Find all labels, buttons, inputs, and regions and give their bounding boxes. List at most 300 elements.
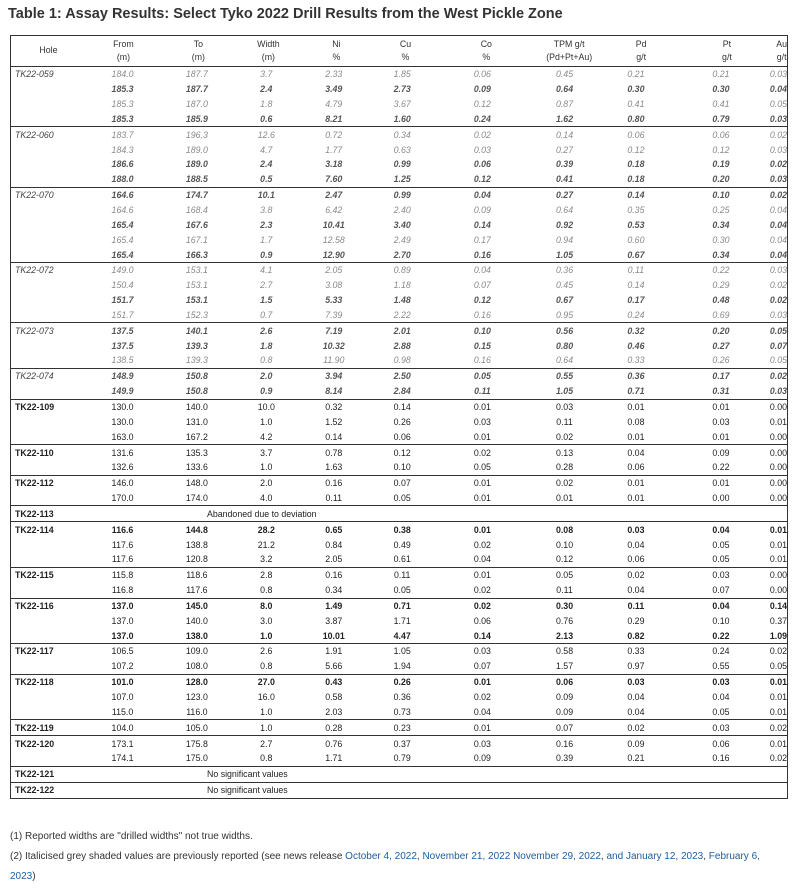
value-cell: 0.03: [769, 113, 787, 124]
value-cell: 4.2: [260, 431, 273, 442]
value-cell: 186.6: [111, 159, 134, 170]
value-cell: 0.12: [712, 144, 730, 155]
value-cell: 137.0: [111, 630, 134, 641]
column-header: [776, 38, 787, 64]
value-cell: 0.87: [555, 99, 574, 110]
value-cell: 117.6: [111, 539, 134, 550]
value-cell: 0.01: [473, 478, 491, 489]
value-cell: 0.02: [769, 646, 787, 657]
value-cell: 0.37: [393, 738, 411, 749]
value-cell: 0.09: [473, 205, 491, 216]
table-row: [11, 704, 787, 719]
value-cell: 0.04: [769, 84, 787, 95]
column-header-line2: (Pd+Pt+Au): [546, 52, 593, 62]
value-cell: 0.02: [473, 585, 491, 596]
value-cell: 0.01: [769, 539, 787, 550]
assay-results-table: [10, 35, 788, 799]
value-cell: 0.00: [769, 478, 787, 489]
value-cell: 0.14: [555, 129, 574, 140]
value-cell: 2.0: [260, 371, 273, 382]
value-cell: 0.01: [769, 524, 787, 535]
value-cell: 0.18: [627, 159, 645, 170]
value-cell: 1.62: [555, 113, 574, 124]
value-cell: 0.43: [325, 677, 343, 688]
column-header-line1: Ni: [332, 39, 341, 49]
table-row: [11, 429, 787, 444]
value-cell: 118.6: [186, 570, 208, 581]
value-cell: 0.26: [393, 416, 411, 427]
news-release-link-nov-29-2022[interactable]: November 29, 2022: [513, 851, 601, 862]
value-cell: 0.08: [555, 524, 574, 535]
value-cell: 0.12: [555, 554, 574, 565]
value-cell: 0.01: [473, 570, 491, 581]
value-cell: 148.0: [185, 478, 208, 489]
value-cell: 106.5: [111, 646, 134, 657]
table-row: [11, 322, 787, 338]
value-cell: 0.06: [473, 69, 491, 80]
value-cell: 3.18: [325, 159, 343, 170]
value-cell: 4.79: [325, 99, 343, 110]
news-release-link-jan-12-2023[interactable]: January 12, 2023: [625, 851, 704, 862]
value-cell: 8.14: [325, 386, 343, 397]
value-cell: 0.26: [712, 355, 730, 366]
value-cell: 163.0: [111, 431, 134, 442]
value-cell: 2.70: [393, 249, 411, 260]
value-cell: 187.7: [185, 69, 208, 80]
value-cell: 0.05: [769, 325, 787, 336]
value-cell: 150.8: [185, 386, 208, 397]
value-cell: 0.09: [473, 84, 491, 95]
value-cell: 2.05: [325, 554, 343, 565]
value-cell: 0.07: [473, 661, 491, 672]
value-cell: 164.6: [111, 205, 134, 216]
and-link[interactable]: and: [606, 851, 624, 862]
value-cell: 170.0: [111, 493, 134, 504]
value-cell: 0.21: [627, 753, 645, 764]
value-cell: 164.6: [111, 190, 134, 201]
value-cell: 2.84: [393, 386, 411, 397]
value-cell: 0.65: [325, 524, 343, 535]
value-cell: 0.99: [393, 159, 411, 170]
column-header-line2: (m): [261, 52, 275, 62]
value-cell: 0.41: [712, 99, 730, 110]
value-cell: 0.05: [393, 493, 411, 504]
value-cell: 0.97: [627, 661, 645, 672]
value-cell: 150.4: [111, 280, 134, 291]
value-cell: 7.39: [325, 309, 343, 320]
value-cell: 1.25: [393, 174, 411, 185]
table-row: [11, 613, 787, 628]
value-cell: 2.88: [393, 340, 411, 351]
value-cell: 12.6: [257, 129, 275, 140]
value-cell: 0.8: [260, 355, 273, 366]
news-release-link-feb-6-2023[interactable]: February 6, 2023: [10, 851, 760, 882]
hole-id-cell: TK22-121: [15, 769, 55, 780]
value-cell: 0.45: [555, 280, 574, 291]
value-cell: 130.0: [111, 401, 134, 412]
value-cell: 0.09: [473, 753, 491, 764]
value-cell: 0.15: [473, 340, 491, 351]
value-cell: 0.05: [473, 371, 491, 382]
value-cell: 184.3: [111, 144, 134, 155]
value-cell: 1.5: [260, 295, 273, 306]
value-cell: 0.63: [393, 144, 411, 155]
value-cell: 105.0: [185, 722, 208, 733]
value-cell: 0.01: [627, 478, 645, 489]
value-cell: 185.3: [111, 84, 134, 95]
value-cell: 8.0: [260, 600, 273, 611]
table-row: [11, 157, 787, 172]
value-cell: 0.10: [393, 462, 411, 473]
table-row: [11, 766, 787, 782]
value-cell: 135.3: [185, 447, 208, 458]
value-cell: 0.06: [473, 615, 491, 626]
value-cell: 0.02: [473, 129, 491, 140]
column-header-line2: %: [482, 52, 491, 62]
value-cell: 0.16: [473, 309, 491, 320]
value-cell: 0.71: [627, 386, 645, 397]
value-cell: 1.49: [325, 600, 343, 611]
value-cell: 0.36: [555, 265, 574, 276]
value-cell: 0.02: [627, 722, 645, 733]
value-cell: 0.07: [769, 340, 787, 351]
value-cell: 0.28: [325, 722, 343, 733]
value-cell: 0.02: [473, 447, 491, 458]
table-title: Table 1: Assay Results: Select Tyko 2022 Drill Results from the West Pickle Zone: [8, 6, 563, 22]
value-cell: 0.11: [627, 265, 645, 276]
value-cell: 0.06: [627, 129, 645, 140]
value-cell: 139.3: [185, 340, 208, 351]
hole-id-cell: TK22-059: [15, 69, 54, 80]
value-cell: 16.0: [257, 692, 275, 703]
value-cell: 109.0: [185, 646, 208, 657]
hole-id-cell: TK22-115: [15, 570, 54, 581]
value-cell: 116.8: [111, 585, 134, 596]
value-cell: 0.46: [627, 340, 645, 351]
value-cell: 0.29: [627, 615, 645, 626]
value-cell: 2.50: [393, 371, 411, 382]
news-release-link-nov-21-2022[interactable]: November 21, 2022: [422, 851, 511, 862]
column-header-line1: Cu: [399, 39, 412, 49]
value-cell: 0.12: [627, 144, 645, 155]
value-cell: 174.0: [185, 493, 208, 504]
value-cell: 0.19: [712, 159, 730, 170]
value-cell: 0.04: [712, 692, 730, 703]
value-cell: 0.56: [555, 325, 574, 336]
value-cell: 148.9: [111, 371, 134, 382]
table-row: [11, 690, 787, 705]
value-cell: 0.16: [473, 355, 491, 366]
value-cell: 1.60: [393, 113, 411, 124]
table-row: [11, 112, 787, 127]
value-cell: 0.92: [555, 219, 574, 230]
value-cell: 0.02: [769, 280, 787, 291]
value-cell: 0.01: [473, 722, 491, 733]
value-cell: 0.60: [627, 234, 645, 245]
value-cell: 1.77: [325, 144, 343, 155]
value-cell: 104.0: [111, 722, 134, 733]
value-cell: 0.16: [325, 478, 343, 489]
value-cell: 108.0: [185, 661, 208, 672]
value-cell: 0.53: [627, 219, 645, 230]
value-cell: 2.03: [325, 706, 343, 717]
table-header: [11, 36, 787, 67]
value-cell: 2.49: [393, 234, 411, 245]
table-row: [11, 537, 787, 552]
value-cell: 0.02: [555, 478, 574, 489]
value-cell: 1.0: [260, 706, 273, 717]
value-cell: 1.57: [555, 661, 574, 672]
value-cell: 0.05: [712, 706, 730, 717]
value-cell: 167.6: [185, 219, 208, 230]
column-header: [161, 38, 236, 64]
value-cell: 0.01: [627, 431, 645, 442]
value-cell: 10.32: [322, 340, 345, 351]
value-cell: 137.5: [111, 340, 134, 351]
hole-id-cell: TK22-114: [15, 524, 54, 535]
value-cell: 0.04: [627, 585, 645, 596]
value-cell: 0.01: [769, 416, 787, 427]
value-cell: 0.04: [769, 219, 787, 230]
value-cell: 0.00: [769, 447, 787, 458]
column-header-line2: Hole: [39, 45, 58, 55]
value-cell: 0.69: [712, 309, 730, 320]
value-cell: 187.0: [185, 99, 208, 110]
value-cell: 0.9: [260, 249, 273, 260]
table-row: [11, 751, 787, 766]
value-cell: 0.09: [555, 692, 574, 703]
hole-id-cell: TK22-113: [15, 508, 54, 519]
value-cell: 0.04: [473, 265, 491, 276]
hole-id-cell: TK22-117: [15, 646, 54, 657]
table-row: [11, 521, 787, 537]
column-header: [372, 38, 439, 64]
value-cell: 0.80: [627, 113, 645, 124]
value-cell: 0.02: [769, 159, 787, 170]
hole-id-cell: TK22-074: [15, 371, 54, 382]
hole-id-cell: TK22-110: [15, 447, 54, 458]
table-row: [11, 187, 787, 203]
value-cell: 117.6: [186, 585, 208, 596]
value-cell: 153.1: [185, 265, 208, 276]
value-cell: 0.80: [555, 340, 574, 351]
table-row: [11, 552, 787, 567]
value-cell: 0.34: [325, 585, 343, 596]
value-cell: 2.40: [393, 205, 411, 216]
value-cell: 166.3: [185, 249, 208, 260]
value-cell: 0.45: [555, 69, 574, 80]
value-cell: 137.0: [111, 615, 134, 626]
value-cell: 139.3: [185, 355, 208, 366]
value-cell: 174.1: [111, 753, 134, 764]
value-cell: 1.0: [260, 462, 273, 473]
value-cell: 152.3: [185, 309, 208, 320]
value-cell: 0.26: [393, 677, 411, 688]
value-cell: 187.7: [185, 84, 208, 95]
hole-id-cell: TK22-120: [15, 738, 55, 749]
footnote-2-close: ): [32, 871, 36, 882]
value-cell: 0.05: [555, 570, 574, 581]
value-cell: 0.04: [712, 524, 730, 535]
value-cell: 131.6: [111, 447, 134, 458]
table-row: [11, 399, 787, 415]
value-cell: 0.55: [712, 661, 730, 672]
value-cell: 0.58: [325, 692, 343, 703]
value-cell: 0.01: [627, 493, 645, 504]
value-cell: 107.0: [111, 692, 134, 703]
value-cell: 0.09: [627, 738, 645, 749]
hole-id-cell: TK22-060: [15, 129, 54, 140]
value-cell: 120.8: [185, 554, 208, 565]
value-cell: 8.21: [325, 113, 343, 124]
value-cell: 0.21: [712, 69, 730, 80]
value-cell: 3.08: [325, 280, 343, 291]
table-row: [11, 203, 787, 218]
value-cell: 0.14: [627, 280, 645, 291]
value-cell: 0.10: [712, 190, 730, 201]
value-cell: 115.0: [111, 706, 134, 717]
value-cell: 0.10: [555, 539, 574, 550]
value-cell: 3.49: [325, 84, 343, 95]
value-cell: 0.89: [393, 265, 411, 276]
table-row: [11, 293, 787, 308]
value-cell: 0.20: [712, 325, 730, 336]
row-note: No significant values: [207, 769, 288, 780]
value-cell: 1.7: [260, 234, 273, 245]
value-cell: 1.8: [260, 340, 273, 351]
hole-id-cell: TK22-118: [15, 677, 54, 688]
value-cell: 0.14: [769, 600, 787, 611]
value-cell: 0.02: [769, 190, 787, 201]
value-cell: 0.03: [473, 738, 491, 749]
value-cell: 0.03: [769, 309, 787, 320]
column-header: [439, 38, 534, 64]
value-cell: 0.14: [393, 401, 411, 412]
value-cell: 130.0: [111, 416, 134, 427]
table-row: [11, 308, 787, 323]
value-cell: 0.09: [555, 706, 574, 717]
value-cell: 0.8: [260, 753, 273, 764]
value-cell: 12.90: [322, 249, 345, 260]
value-cell: 0.00: [769, 462, 787, 473]
value-cell: 1.0: [260, 722, 273, 733]
value-cell: 0.00: [769, 585, 787, 596]
value-cell: 0.12: [393, 447, 411, 458]
value-cell: 1.52: [325, 416, 343, 427]
value-cell: 0.09: [712, 447, 730, 458]
column-header: [534, 38, 605, 64]
table-row: [11, 172, 787, 187]
value-cell: 0.73: [393, 706, 411, 717]
value-cell: 0.24: [627, 309, 645, 320]
value-cell: 0.28: [555, 462, 574, 473]
column-header-line1: Pd: [635, 39, 647, 49]
value-cell: 2.4: [260, 84, 273, 95]
news-release-link-oct-4-2022[interactable]: October 4, 2022: [345, 851, 417, 862]
table-row: [11, 384, 787, 399]
value-cell: 115.8: [111, 570, 134, 581]
value-cell: 0.6: [260, 113, 273, 124]
value-cell: 0.01: [769, 692, 787, 703]
value-cell: 0.11: [325, 493, 342, 504]
value-cell: 0.67: [555, 295, 574, 306]
table-row: [11, 643, 787, 659]
value-cell: 0.01: [555, 493, 574, 504]
value-cell: 1.05: [555, 249, 574, 260]
value-cell: 0.03: [712, 416, 730, 427]
value-cell: 0.29: [712, 280, 730, 291]
value-cell: 0.11: [474, 386, 491, 397]
value-cell: 0.33: [627, 646, 645, 657]
value-cell: 174.7: [185, 190, 208, 201]
value-cell: 0.48: [712, 295, 730, 306]
value-cell: 1.71: [393, 615, 411, 626]
value-cell: 3.67: [393, 99, 411, 110]
value-cell: 7.60: [325, 174, 343, 185]
value-cell: 101.0: [111, 677, 134, 688]
table-row: [11, 262, 787, 278]
value-cell: 0.14: [473, 630, 491, 641]
value-cell: 0.05: [473, 462, 491, 473]
value-cell: 0.30: [712, 234, 730, 245]
column-header-line2: %: [332, 52, 341, 62]
value-cell: 3.0: [260, 615, 273, 626]
value-cell: 0.21: [627, 69, 645, 80]
value-cell: 0.06: [627, 554, 645, 565]
table-row: [11, 659, 787, 674]
column-header-line1: Pt: [722, 39, 732, 49]
value-cell: 185.3: [111, 99, 134, 110]
value-cell: 0.03: [769, 144, 787, 155]
value-cell: 128.0: [185, 677, 208, 688]
value-cell: 0.00: [769, 570, 787, 581]
value-cell: 1.18: [393, 280, 411, 291]
value-cell: 10.1: [257, 190, 275, 201]
value-cell: 0.76: [325, 738, 343, 749]
value-cell: 0.72: [325, 129, 343, 140]
hole-id-cell: TK22-070: [15, 190, 54, 201]
value-cell: 0.64: [555, 355, 574, 366]
table-row: [11, 97, 787, 112]
value-cell: 5.66: [325, 661, 343, 672]
value-cell: 0.01: [712, 401, 730, 412]
value-cell: 2.05: [325, 265, 343, 276]
table-row: [11, 82, 787, 97]
value-cell: 0.07: [473, 280, 491, 291]
value-cell: 123.0: [185, 692, 208, 703]
value-cell: 0.01: [473, 401, 491, 412]
value-cell: 0.61: [393, 554, 411, 565]
value-cell: 0.67: [627, 249, 645, 260]
value-cell: 0.64: [555, 205, 574, 216]
value-cell: 0.27: [555, 144, 574, 155]
value-cell: 137.0: [111, 600, 134, 611]
table-row: [11, 735, 787, 751]
value-cell: 0.02: [555, 431, 574, 442]
value-cell: 0.07: [712, 585, 730, 596]
value-cell: 167.2: [185, 431, 208, 442]
hole-id-cell: TK22-122: [15, 785, 55, 796]
value-cell: 0.71: [393, 600, 411, 611]
value-cell: 165.4: [111, 234, 134, 245]
value-cell: 0.36: [393, 692, 411, 703]
value-cell: 0.55: [555, 371, 574, 382]
value-cell: 0.11: [627, 600, 645, 611]
table-row: [11, 67, 787, 82]
value-cell: 0.64: [555, 84, 574, 95]
value-cell: 0.79: [393, 753, 411, 764]
value-cell: 0.76: [555, 615, 574, 626]
